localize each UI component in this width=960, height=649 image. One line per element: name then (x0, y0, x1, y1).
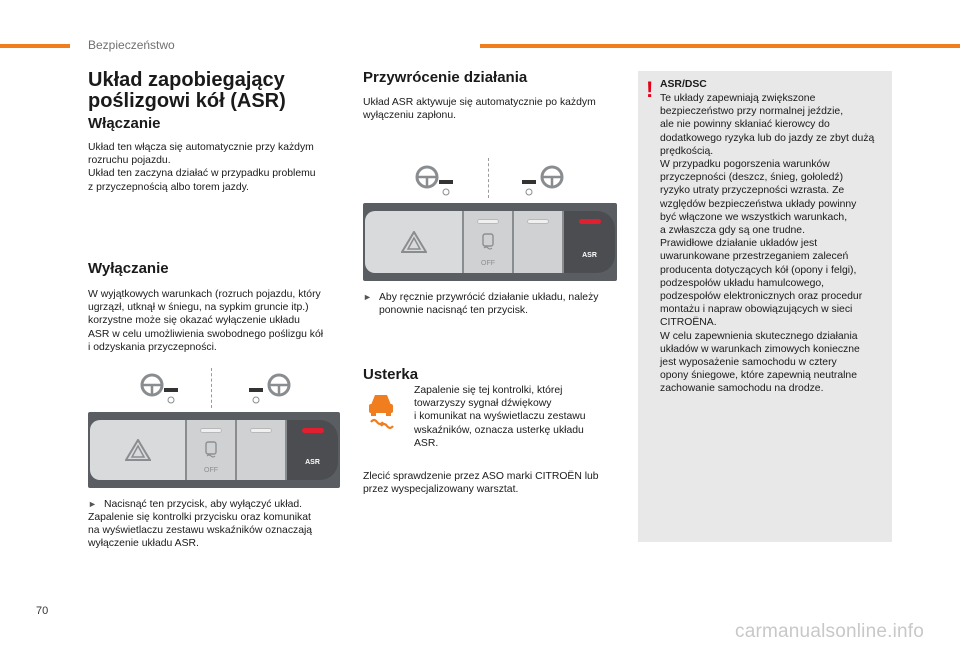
asr-label-2: ASR (582, 252, 597, 259)
fault-heading: Usterka (363, 366, 419, 383)
disable-text: W wyjątkowych warunkach (rozruch pojazdu, który ugrzązł, utknął w śniegu, na sypkim gruncie itp.) korzystne może się okazać wyłączenie układu ASR w celu umożliwienia swobodnego poślizgu kół i odzyskania przyczepności. (88, 289, 324, 353)
blank-button[interactable] (235, 420, 285, 480)
hazard-button[interactable] (90, 420, 185, 480)
disable-after-text: Zapalenie się kontrolki przycisku oraz komunikat na wyświetlaczu zestawu wskaźników oznaczają wyłączenie układu ASR. (88, 512, 313, 550)
steering-right-icon (245, 372, 305, 406)
disable-bullet: ► Nacisnąć ten przycisk, aby wyłączyć układ. (88, 499, 303, 510)
asr-button-2[interactable] (562, 211, 615, 273)
blank-led (250, 428, 272, 433)
fault-after-text: Zlecić sprawdzenie przez ASO marki CITROËN lub przez wyspecjalizowany warsztat. (363, 471, 599, 496)
asr-label: ASR (305, 459, 320, 466)
header-rule-right (480, 44, 960, 48)
hazard-triangle-icon (125, 439, 151, 461)
asr-button[interactable] (285, 420, 338, 480)
blank-led-2 (527, 219, 549, 224)
restore-heading: Przywrócenie działania (363, 69, 528, 86)
divider-dashed-2 (488, 158, 489, 198)
divider-dashed (211, 368, 212, 408)
steering-left-icon-2 (415, 164, 475, 198)
skid-off-led (200, 428, 222, 433)
skid-warning-icon (368, 393, 394, 429)
button-panel-1 (88, 412, 340, 488)
header-rule-left (0, 44, 70, 48)
off-label-2: OFF (481, 260, 495, 267)
steering-right-icon-2 (518, 164, 578, 198)
skid-off-led-2 (477, 219, 499, 224)
enable-heading: Włączanie (88, 115, 161, 132)
off-label: OFF (204, 467, 218, 474)
asr-led-2 (579, 219, 601, 224)
section-label: Bezpieczeństwo (88, 38, 175, 52)
blank-button-2[interactable] (512, 211, 562, 273)
warning-text: Te układy zapewniają zwiększone bezpieczeństwo przy normalnej jeździe, ale nie powinny skłaniać kierowcy do dodatkowego ryzyka lub do jazdy ze zbyt dużą prędkością. W przypadku pogorszenia warunków przyczepności (deszcz, śnieg, gołoledź) ryzyko utraty przyczepności wzrasta. Ze względów bezpieczeństwa układy powinny być włączone we wszystkich warunkach, a zwłaszcza gdy są one trudne. Prawidłowe działanie układów jest uwarunkowane przestrzeganiem zaleceń producenta dotyczących kół (opony i felgi), podzespołów układu hamulcowego, podzespołów elektronicznych oraz procedur montażu i napraw obowiązujących w sieci CITROËNA. W celu zapewnienia skutecznego działania układów w warunkach zimowych konieczne jest wyposażenie samochodu w cztery opony śniegowe, które zapewnią neutralne zachowanie samochodu na drodze. (660, 93, 875, 395)
warning-title: ASR/DSC (660, 79, 707, 90)
page-number: 70 (36, 605, 49, 617)
skid-off-button[interactable] (185, 420, 235, 480)
fault-text: Zapalenie się tej kontrolki, której towarzyszy sygnał dźwiękowy i komunikat na wyświetlaczu zestawu wskaźników, oznacza usterkę układu ASR. (414, 385, 586, 449)
warning-box (638, 71, 892, 542)
watermark: carmanualsonline.info (735, 621, 925, 642)
skid-car-icon (203, 441, 219, 459)
page-title: Układ zapobiegający poślizgowi kół (ASR) (88, 69, 286, 112)
hazard-button-2[interactable] (365, 211, 462, 273)
restore-text: Układ ASR aktywuje się automatycznie po każdym wyłączeniu zapłonu. (363, 97, 596, 122)
skid-off-button-2[interactable] (462, 211, 512, 273)
enable-text: Układ ten włącza się automatycznie przy każdym rozruchu pojazdu. Układ ten zaczyna działać w przypadku problemu z przyczepnością albo torem jazdy. (88, 142, 316, 193)
steering-left-icon (140, 372, 200, 406)
bullet-icon: ► (88, 499, 97, 509)
skid-car-icon-2 (480, 233, 496, 251)
disable-heading: Wyłączanie (88, 260, 169, 277)
warning-icon: ! (646, 77, 654, 102)
hazard-triangle-icon-2 (401, 231, 427, 253)
button-panel-2 (363, 203, 617, 281)
bullet-icon-2: ► (363, 292, 372, 302)
restore-bullet: ► Aby ręcznie przywrócić działanie układu, należy ponownie nacisnąć ten przycisk. (363, 292, 599, 317)
asr-led (302, 428, 324, 433)
